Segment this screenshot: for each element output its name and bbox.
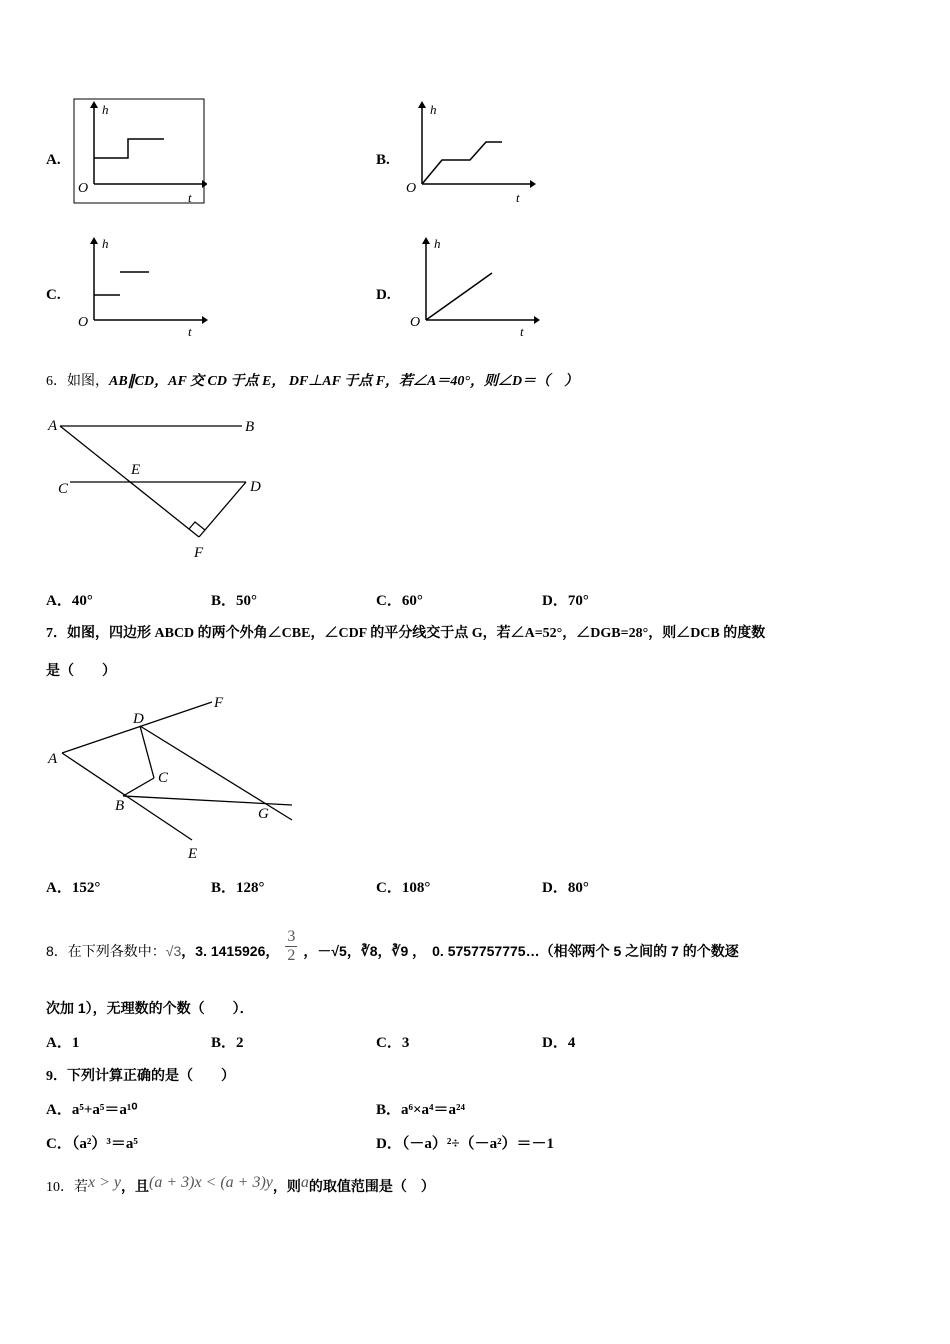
q8-option-b[interactable]: B．2: [211, 1035, 244, 1051]
q10-stem: 10．若x > y，且(a + 3)x < (a + 3)y，则a的取值范围是（ ）: [46, 1174, 435, 1195]
svg-text:E: E: [188, 846, 198, 862]
q5-graph-b: [400, 96, 540, 206]
q7-option-a[interactable]: A．152°: [46, 880, 101, 896]
q5-option-d-label: D.: [376, 287, 391, 303]
svg-text:E: E: [131, 462, 141, 478]
q9-option-d[interactable]: D．（－a）²÷（－a²）＝－1: [376, 1136, 555, 1152]
q5a-o: O: [78, 181, 89, 196]
q6-option-a[interactable]: A．40°: [46, 593, 93, 609]
q6-option-d[interactable]: D．70°: [542, 593, 589, 609]
q5-graph-d: [404, 232, 544, 342]
svg-text:O: O: [78, 315, 89, 330]
svg-text:h: h: [434, 236, 441, 251]
svg-text:h: h: [430, 102, 437, 117]
q8-option-c[interactable]: C．3: [376, 1035, 410, 1051]
q7-option-b[interactable]: B．128°: [211, 880, 265, 896]
svg-text:F: F: [194, 545, 204, 561]
svg-text:B: B: [245, 419, 255, 435]
q8-stem-line1: 8．在下列各数中：√3，3. 1415926， $\frac{3}{2}$ ，－√5，∛8，∛9 ， 0. 5757757775…（相邻两个 5 之间的 7 的个数逐: [46, 928, 739, 964]
svg-text:F: F: [214, 695, 224, 711]
q8-option-a[interactable]: A．1: [46, 1035, 80, 1051]
svg-text:C: C: [58, 481, 69, 497]
q5-option-b-label: B.: [376, 152, 390, 168]
q6-option-b[interactable]: B．50°: [211, 593, 258, 609]
svg-text:A: A: [48, 751, 58, 767]
q7-option-c[interactable]: C．108°: [376, 880, 431, 896]
q6-stem: 6．如图，AB∥CD，AF 交 CD 于点 E， DF⊥AF 于点 F，若∠A＝40°，则∠D＝（ ）: [46, 374, 579, 389]
q6-option-c[interactable]: C．60°: [376, 593, 423, 609]
q7-option-d[interactable]: D．80°: [542, 880, 589, 896]
q9-option-a[interactable]: A．a⁵+a⁵＝a¹⁰: [46, 1102, 138, 1118]
svg-text:B: B: [115, 798, 125, 814]
q9-option-c[interactable]: C．（a²）³＝a⁵: [46, 1136, 138, 1152]
svg-text:D: D: [250, 479, 261, 495]
q5-option-a-label: A.: [46, 152, 61, 168]
svg-text:D: D: [133, 711, 144, 727]
q5-option-c-label: C.: [46, 287, 61, 303]
q6-figure: [44, 412, 274, 562]
q5-graph-a: [72, 96, 207, 206]
svg-text:G: G: [258, 806, 269, 822]
svg-text:C: C: [158, 770, 169, 786]
svg-text:t: t: [188, 324, 192, 339]
q7-figure: [44, 690, 304, 865]
q8-stem-line2: 次加 1），无理数的个数（ ）．: [46, 1000, 254, 1016]
svg-text:h: h: [102, 236, 109, 251]
q8-option-d[interactable]: D．4: [542, 1035, 576, 1051]
svg-text:O: O: [406, 181, 417, 196]
q9-option-b[interactable]: B．a⁶×a⁴＝a²⁴: [376, 1102, 466, 1118]
svg-text:t: t: [516, 190, 520, 205]
q7-stem-line2: 是（ ）: [46, 664, 116, 679]
q5a-t: t: [188, 190, 192, 205]
q5a-h: h: [102, 102, 109, 117]
q7-stem-line1: 7．如图，四边形 ABCD 的两个外角∠CBE，∠CDF 的平分线交于点 G，若∠A=52°，∠DGB=28°，则∠DCB 的度数: [46, 626, 766, 641]
svg-text:O: O: [410, 315, 421, 330]
q9-stem: 9．下列计算正确的是（ ）: [46, 1069, 235, 1084]
svg-text:A: A: [48, 418, 58, 434]
q5-graph-c: [72, 232, 212, 342]
svg-text:t: t: [520, 324, 524, 339]
